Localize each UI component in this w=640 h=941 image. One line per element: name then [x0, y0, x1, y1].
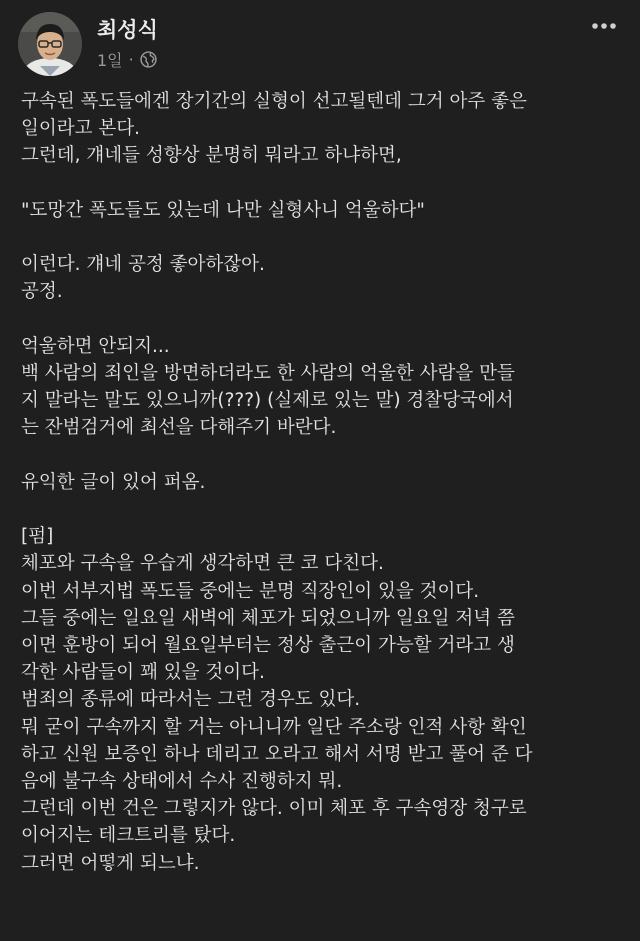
post-body — [21, 88, 631, 877]
more-options-button[interactable] — [588, 14, 620, 38]
post-text-line: 그러면 어떻게 되느냐. — [21, 852, 200, 874]
avatar[interactable] — [18, 12, 82, 76]
globe-icon — [140, 51, 157, 68]
post-text-line: 유익한 글이 있어 퍼옴. — [21, 471, 206, 493]
post-text-line: 그런데 이번 건은 그렇지가 않다. 이미 체포 후 구속영장 청구로 — [21, 798, 527, 820]
post-text-line: 이런다. 걔네 공정 좋아하잖아. — [21, 254, 265, 276]
blank-line — [21, 306, 631, 333]
blank-line — [21, 442, 631, 469]
post-text-line: 백 사람의 죄인을 방면하더라도 한 사람의 억울한 사람을 만들 — [21, 362, 515, 384]
post-text-line: 뭐 굳이 구속까지 할 거는 아니니까 일단 주소랑 인적 사항 확인 — [21, 716, 527, 738]
post-text-line: 각한 사람들이 꽤 있을 것이다. — [21, 662, 265, 684]
more-horizontal-icon — [591, 22, 617, 30]
post-text-line: 이번 서부지법 폭도들 중에는 분명 직장인이 있을 것이다. — [21, 580, 480, 602]
post-text-line: "도망간 폭도들도 있는데 나만 실형사니 억울하다" — [21, 199, 425, 221]
blank-line — [21, 170, 631, 197]
post-text-line: 억울하면 안되지... — [21, 335, 170, 357]
post-timestamp[interactable]: 1일 — [97, 51, 123, 70]
meta-separator: · — [128, 50, 134, 69]
blank-line — [21, 496, 631, 523]
post-text-line: 공정. — [21, 281, 63, 303]
post-text-line: 이면 훈방이 되어 월요일부터는 정상 출근이 가능할 거라고 생 — [21, 634, 515, 656]
post-text-line: 그런데, 걔네들 성향상 분명히 뭐라고 하냐하면, — [21, 145, 402, 167]
post-text-line: 는 잔범검거에 최선을 다해주기 바란다. — [21, 417, 337, 439]
blank-line — [21, 224, 631, 251]
post-text-line: 하고 신원 보증인 하나 데리고 오라고 해서 서명 받고 풀어 준 다 — [21, 743, 533, 765]
post-text-line: 음에 불구속 상태에서 수사 진행하지 뭐. — [21, 771, 343, 792]
post-header — [0, 0, 640, 80]
post-text-line: 구속된 폭도들에겐 장기간의 실형이 선고될텐데 그거 아주 좋은 — [21, 91, 527, 112]
post-text-line: [펌] — [21, 526, 54, 548]
post-meta — [97, 48, 157, 71]
post-text-line: 범죄의 종류에 따라서는 그런 경우도 있다. — [21, 689, 361, 711]
post-text-line: 일이라고 본다. — [21, 118, 140, 140]
author-name[interactable]: 최성식 — [97, 18, 158, 42]
post-text-line: 그들 중에는 일요일 새벽에 체포가 되었으니까 일요일 저녁 쯤 — [21, 607, 515, 629]
avatar-image — [18, 12, 82, 76]
post-text-line: 체포와 구속을 우습게 생각하면 큰 코 다친다. — [21, 553, 384, 575]
post-text-line: 이어지는 테크트리를 탔다. — [21, 825, 236, 847]
post-text-line: 지 말라는 말도 있으니까(???) (실제로 있는 말) 경찰당국에서 — [21, 390, 514, 412]
